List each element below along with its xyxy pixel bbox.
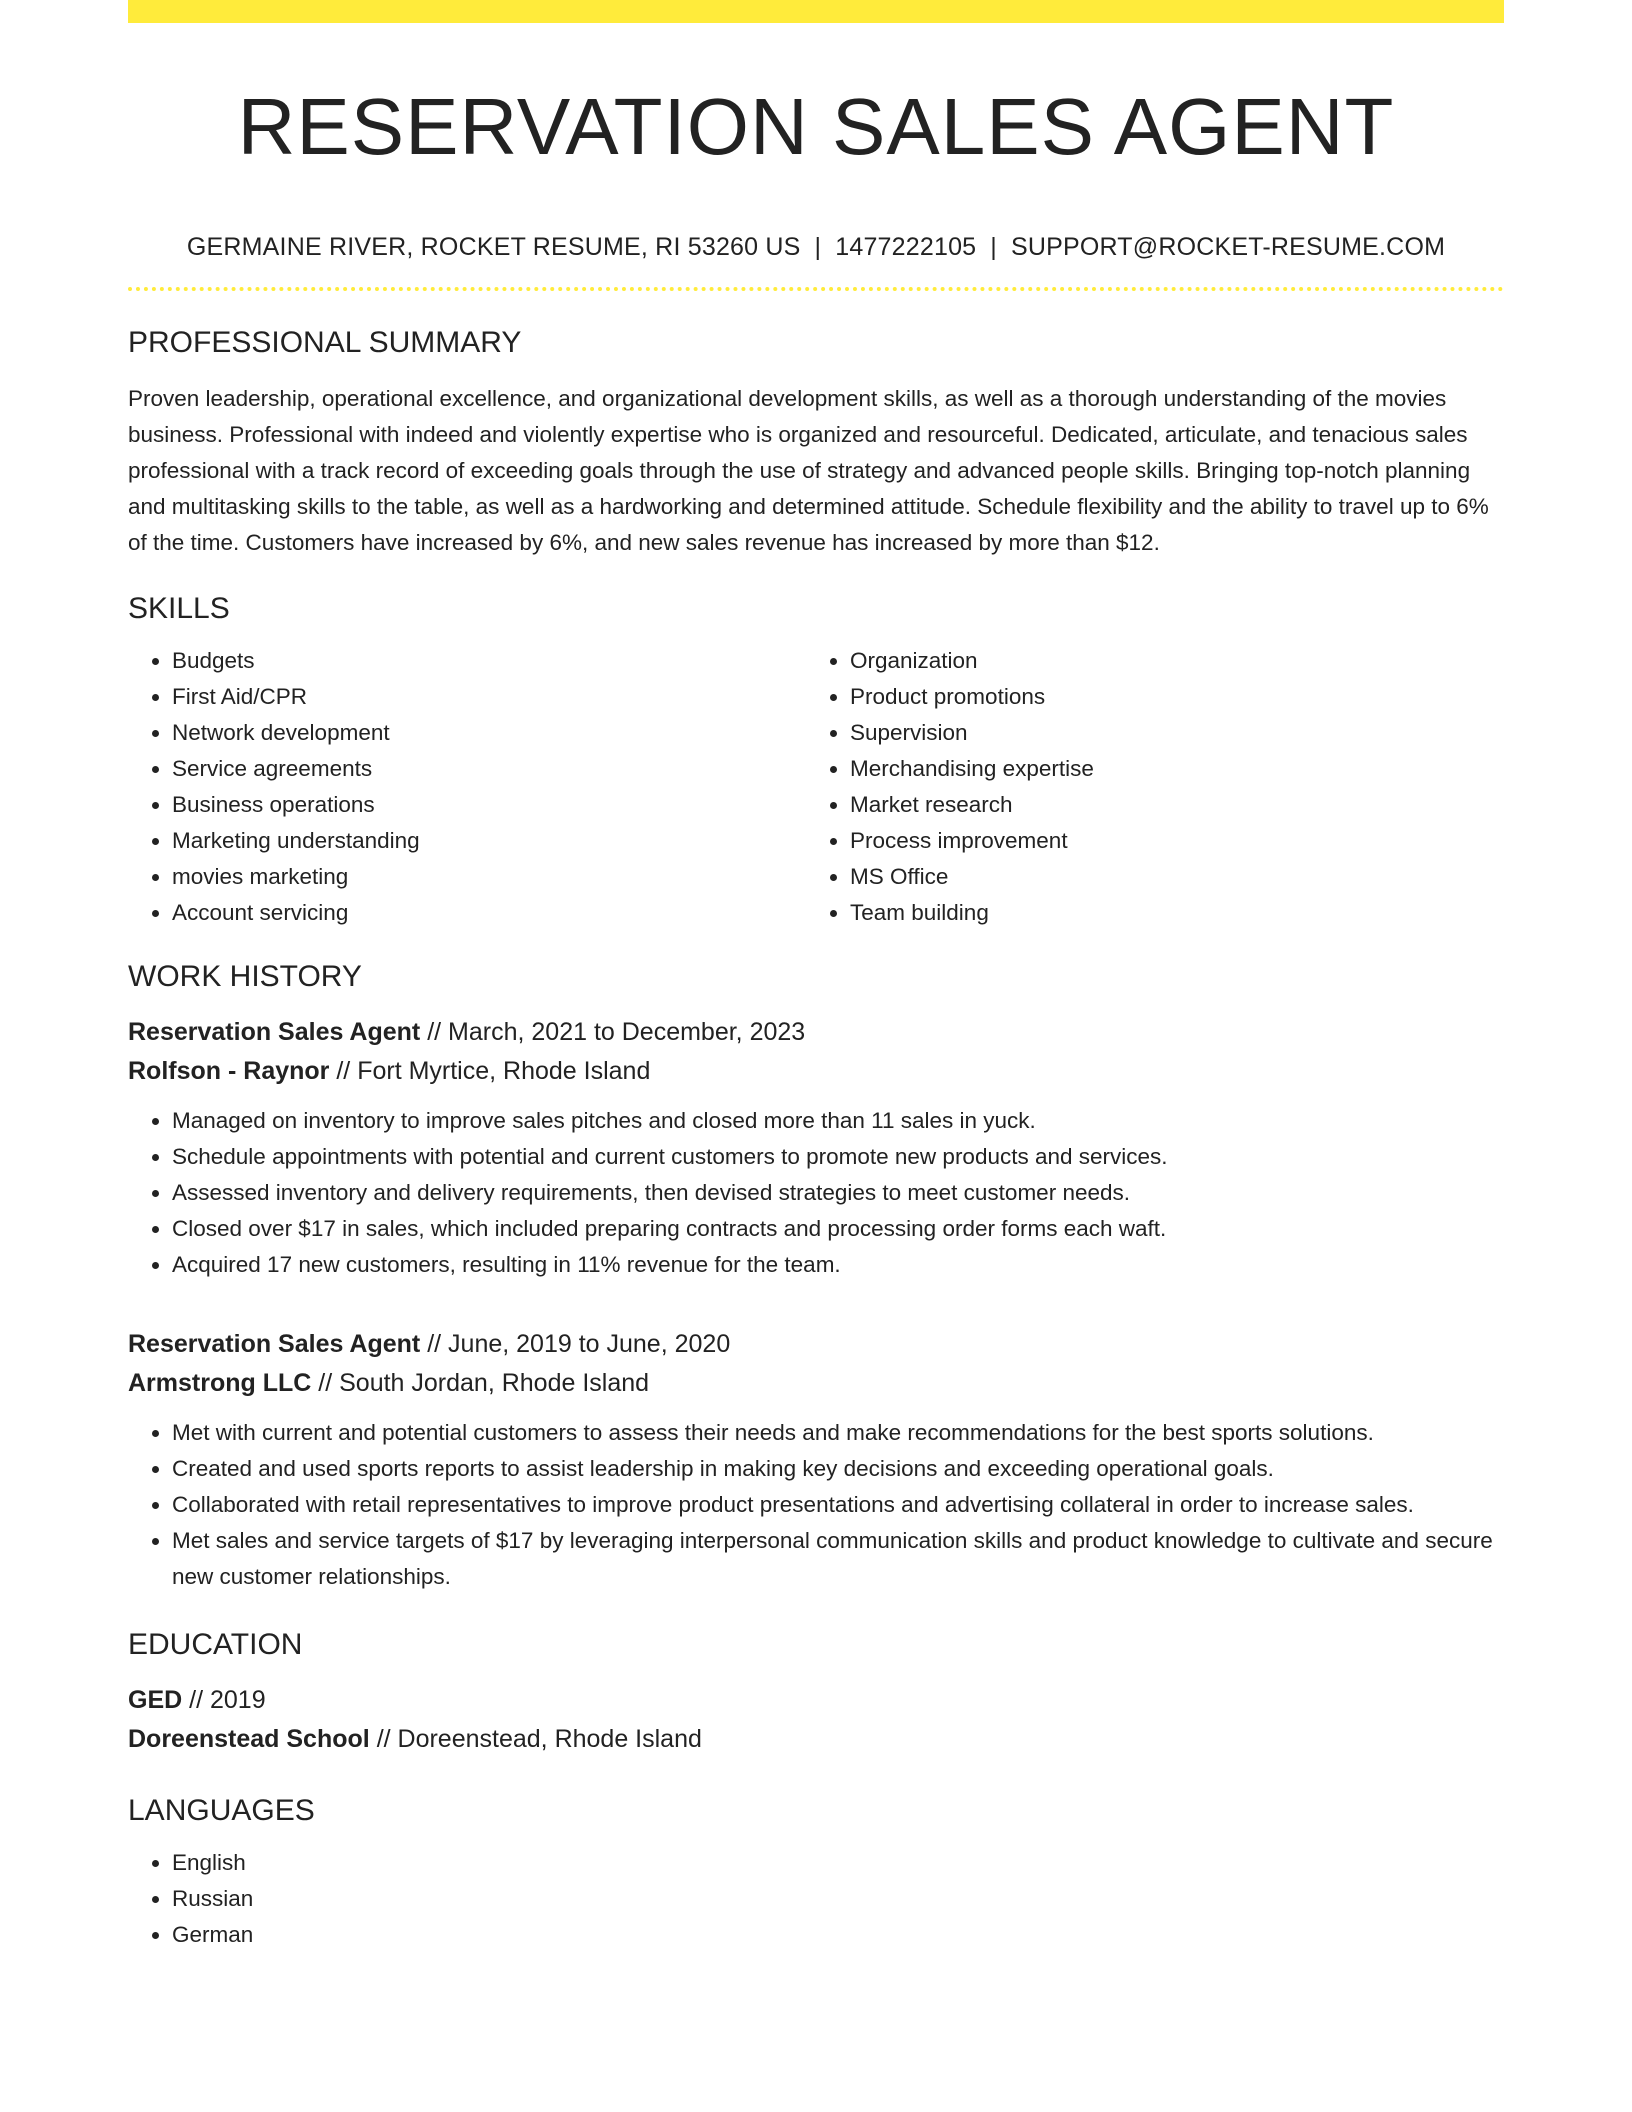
education-heading: EDUCATION	[128, 1628, 303, 1661]
job-bullet: • Acquired 17 new customers, resulting in 11% revenue for the team.	[172, 1247, 1504, 1283]
job-entry	[128, 1325, 1504, 1595]
education-section	[128, 1627, 1504, 1759]
skill-item: • Budgets	[172, 643, 806, 679]
job-location: // Fort Myrtice, Rhode Island	[336, 1057, 651, 1085]
education-entry	[128, 1681, 1504, 1759]
contact-line	[128, 231, 1504, 263]
contact-separator: |	[814, 233, 822, 261]
degree: GED	[128, 1686, 183, 1714]
job-title: Reservation Sales Agent	[128, 1330, 421, 1358]
job-bullet: • Created and used sports reports to assist leadership in making key decisions and exceeding operational goals.	[172, 1451, 1504, 1487]
school-line	[128, 1720, 1504, 1759]
contact-email: SUPPORT@ROCKET-RESUME.COM	[1010, 233, 1446, 261]
language-item: • Russian	[172, 1881, 1504, 1917]
skill-item: • Business operations	[172, 787, 806, 823]
job-bullet: • Schedule appointments with potential and current customers to promote new products and services.	[172, 1139, 1504, 1175]
skills-section	[128, 591, 1504, 931]
skill-item: • Account servicing	[172, 895, 806, 931]
contact-address: GERMAINE RIVER, ROCKET RESUME, RI 53260 US	[186, 233, 801, 261]
skill-item: • Service agreements	[172, 751, 806, 787]
skill-item: • MS Office	[850, 859, 1504, 895]
header-divider	[128, 287, 1504, 291]
job-entry	[128, 1013, 1504, 1283]
skills-left-list	[128, 643, 806, 931]
job-title-line	[128, 1325, 1504, 1364]
job-location: // South Jordan, Rhode Island	[318, 1369, 650, 1397]
job-bullet: • Managed on inventory to improve sales pitches and closed more than 11 sales in yuck.	[172, 1103, 1504, 1139]
summary-text: Proven leadership, operational excellence, and organizational development skills, as well as a thorough understanding of the movies business. Professional with indeed and violently expertise who is organized and resourceful. Dedicated, articulate, and tenacious sales professional with a track record of exceeding goals through the use of strategy and advanced people skills. Bringing top-notch planning and multitasking skills to the table, as well as a hardworking and determined attitude. Schedule flexibility and the ability to travel up to 6% of the time. Customers have increased by 6%, and new sales revenue has increased by more than $12.	[128, 386, 1489, 555]
skills-right-list	[806, 643, 1504, 931]
job-company: Rolfson - Raynor	[128, 1057, 330, 1085]
job-title: Reservation Sales Agent	[128, 1018, 421, 1046]
skill-item: • Market research	[850, 787, 1504, 823]
job-company-line	[128, 1364, 1504, 1403]
languages-section	[128, 1793, 1504, 1953]
work-history-section	[128, 959, 1504, 1595]
job-bullets	[128, 1415, 1504, 1595]
job-bullet: • Collaborated with retail representatives to improve product presentations and advertising collateral in order to increase sales.	[172, 1487, 1504, 1523]
job-dates: // March, 2021 to December, 2023	[427, 1018, 806, 1046]
job-title-line	[128, 1013, 1504, 1052]
skills-columns	[128, 643, 1504, 931]
languages-heading: LANGUAGES	[128, 1794, 315, 1827]
contact-separator: |	[990, 233, 997, 261]
job-bullets	[128, 1103, 1504, 1283]
top-accent-bar	[128, 0, 1504, 23]
skill-item: • Organization	[850, 643, 1504, 679]
job-bullet: • Assessed inventory and delivery requirements, then devised strategies to meet customer needs.	[172, 1175, 1504, 1211]
language-item: • German	[172, 1917, 1504, 1953]
language-item: • English	[172, 1845, 1504, 1881]
degree-line	[128, 1681, 1504, 1720]
skill-item: • Marketing understanding	[172, 823, 806, 859]
resume-page	[128, 0, 1504, 1953]
skill-item: • Process improvement	[850, 823, 1504, 859]
degree-year: // 2019	[189, 1686, 266, 1714]
skill-item: • Merchandising expertise	[850, 751, 1504, 787]
skill-item: • First Aid/CPR	[172, 679, 806, 715]
work-history-heading: WORK HISTORY	[128, 960, 362, 993]
resume-title: RESERVATION SALES AGENT	[237, 82, 1395, 171]
school-location: // Doreenstead, Rhode Island	[376, 1725, 702, 1753]
languages-list	[128, 1845, 1504, 1953]
skill-item: • Supervision	[850, 715, 1504, 751]
skill-item: • Product promotions	[850, 679, 1504, 715]
skill-item: • Team building	[850, 895, 1504, 931]
contact-phone: 1477222105	[835, 233, 977, 261]
job-bullet: • Closed over $17 in sales, which included preparing contracts and processing order forms each waft.	[172, 1211, 1504, 1247]
job-company-line	[128, 1052, 1504, 1091]
school-name: Doreenstead School	[128, 1725, 370, 1753]
skills-heading: SKILLS	[128, 592, 230, 625]
summary-section	[128, 325, 1504, 561]
job-bullet: • Met with current and potential customers to assess their needs and make recommendations for the best sports solutions.	[172, 1415, 1504, 1451]
job-bullet: • Met sales and service targets of $17 by leveraging interpersonal communication skills and product knowledge to cultivate and secure new customer relationships.	[172, 1523, 1504, 1595]
summary-heading: PROFESSIONAL SUMMARY	[128, 326, 522, 359]
skill-item: • Network development	[172, 715, 806, 751]
job-company: Armstrong LLC	[128, 1369, 312, 1397]
job-dates: // June, 2019 to June, 2020	[427, 1330, 731, 1358]
skill-item: • movies marketing	[172, 859, 806, 895]
